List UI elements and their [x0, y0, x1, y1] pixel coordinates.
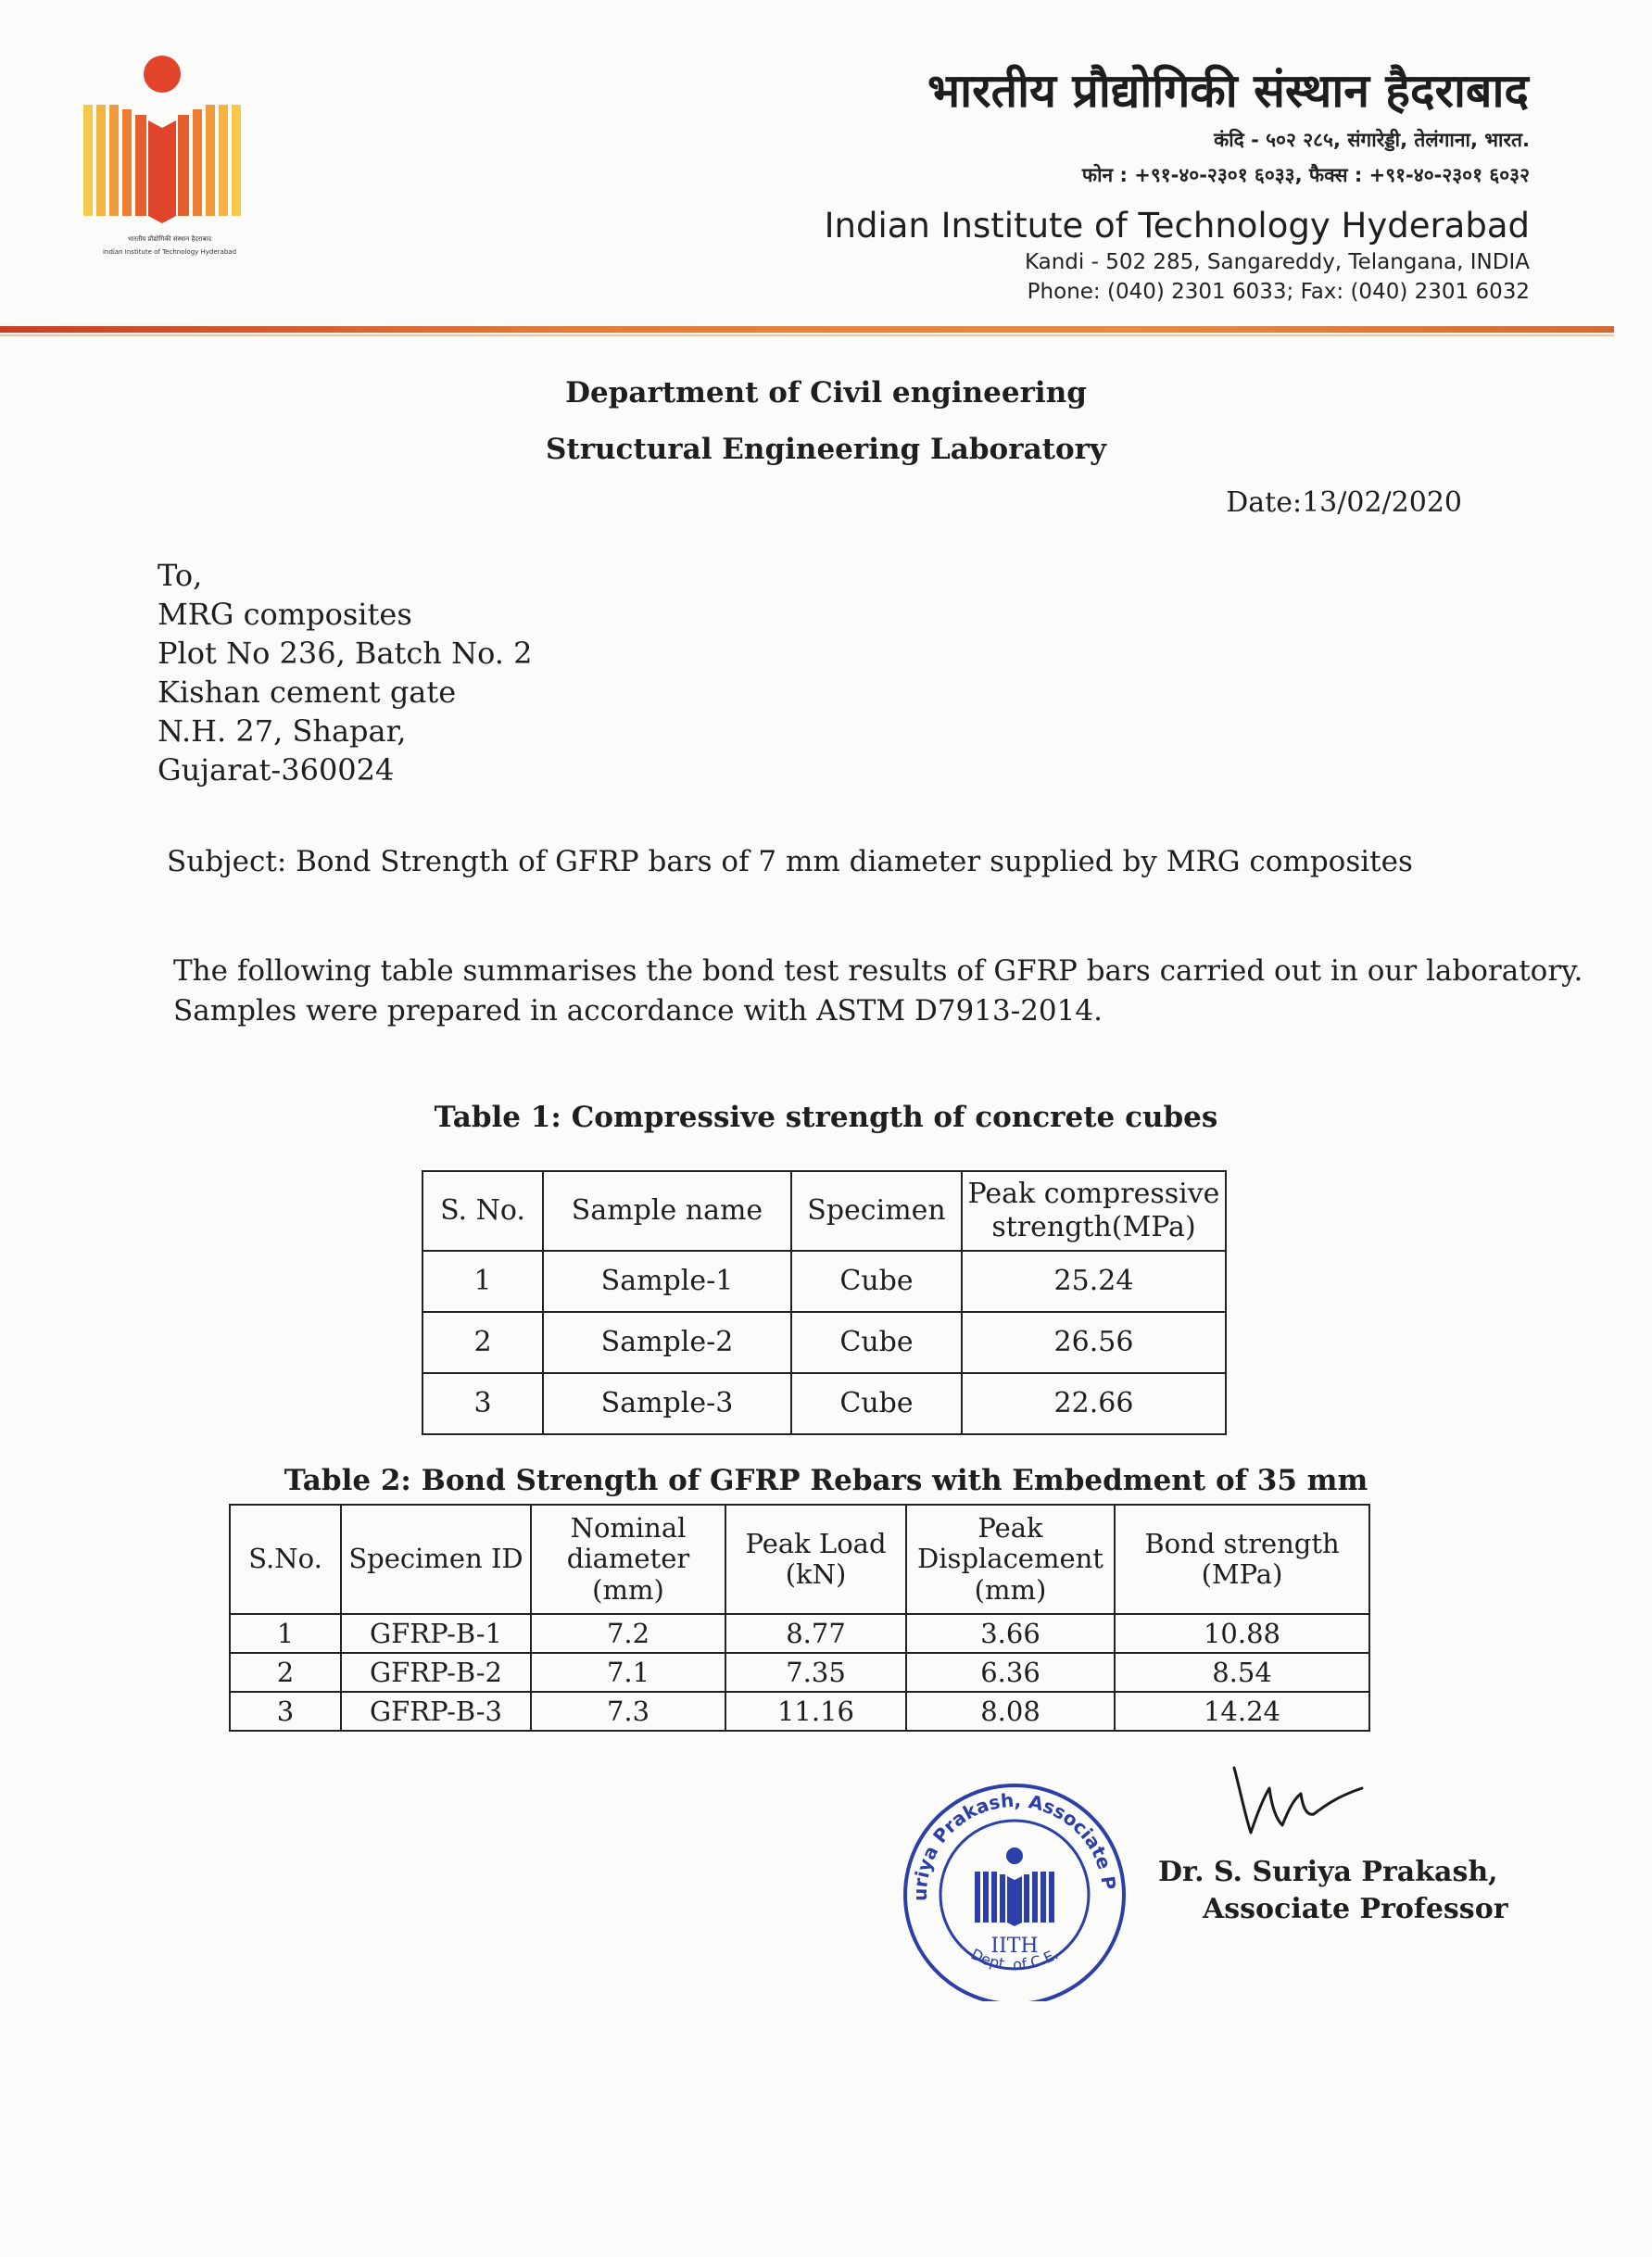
table-cell: 2 [230, 1653, 341, 1692]
header-divider [0, 326, 1614, 333]
letter-date: Date:13/02/2020 [1226, 486, 1462, 519]
table-cell: 26.56 [962, 1312, 1226, 1373]
column-header: Peak Load (kN) [725, 1505, 906, 1614]
table-row [422, 1312, 1226, 1373]
table-row [422, 1373, 1226, 1434]
table-cell: Sample-2 [543, 1312, 791, 1373]
table-cell: 3 [422, 1373, 543, 1434]
signatory-name: Dr. S. Suriya Prakash, [1158, 1856, 1498, 1888]
table-cell: 7.3 [531, 1692, 725, 1731]
svg-text:Dr. S. Suriya Prakash, Associa: uriya Prakash, Associate P [908, 1788, 1121, 1901]
table-cell: 3 [230, 1692, 341, 1731]
recipient-line: Kishan cement gate [158, 675, 457, 710]
column-header: Sample name [543, 1171, 791, 1251]
svg-text:IITH: IITH [990, 1935, 1039, 1958]
table-cell: Cube [791, 1312, 962, 1373]
recipient-line: N.H. 27, Shapar, [158, 713, 407, 749]
table-cell: 1 [422, 1251, 543, 1312]
column-header: Peak Displacement (mm) [906, 1505, 1115, 1614]
table1-caption: Table 1: Compressive strength of concrete cubes [434, 1101, 1218, 1134]
table-cell: 10.88 [1115, 1614, 1369, 1653]
table-row [230, 1614, 1369, 1653]
column-header: Specimen ID [341, 1505, 531, 1614]
table-cell: Sample-1 [543, 1251, 791, 1312]
institute-address-hindi: कंदि - ५०२ २८५, संगारेड्डी, तेलंगाना, भारत. [1214, 129, 1530, 151]
column-header: S. No. [422, 1171, 543, 1251]
lab-heading: Structural Engineering Laboratory [545, 433, 1106, 466]
official-stamp [899, 1784, 1130, 2001]
table-row [422, 1251, 1226, 1312]
column-header: Peak compressive strength(MPa) [962, 1171, 1226, 1251]
svg-text:Dept. of C.E.: Dept. of C.E. [967, 1945, 1062, 1973]
institute-name-english: Indian Institute of Technology Hyderabad [824, 206, 1530, 246]
table-cell: 11.16 [725, 1692, 906, 1731]
column-header: Nominal diameter (mm) [531, 1505, 725, 1614]
column-header: Specimen [791, 1171, 962, 1251]
intro-paragraph-line: Samples were prepared in accordance with ASTM D7913-2014. [173, 994, 1103, 1028]
institute-address-english: Kandi - 502 285, Sangareddy, Telangana, INDIA [1024, 250, 1530, 274]
table-cell: 14.24 [1115, 1692, 1369, 1731]
table-cell: Sample-3 [543, 1373, 791, 1434]
table-cell: 2 [422, 1312, 543, 1373]
table-cell: 8.77 [725, 1614, 906, 1653]
iith-logo-icon [63, 54, 276, 239]
institute-phone-hindi: फोन : +९१-४०-२३०१ ६०३३, फैक्स : +९१-४०-२३०१ ६०३२ [1081, 164, 1530, 186]
table-cell: 25.24 [962, 1251, 1226, 1312]
table-row [230, 1692, 1369, 1731]
signatory-title: Associate Professor [1203, 1893, 1508, 1925]
intro-paragraph-line: The following table summarises the bond test results of GFRP bars carried out in our laboratory. [173, 954, 1583, 988]
table-cell: 3.66 [906, 1614, 1115, 1653]
stamp-seal-icon [899, 1784, 1130, 2001]
table-header-row [230, 1505, 1369, 1614]
column-header: Bond strength (MPa) [1115, 1505, 1369, 1614]
table-cell: 1 [230, 1614, 341, 1653]
table-header-row [422, 1171, 1226, 1251]
recipient-line: To, [158, 558, 203, 593]
table-cell: Cube [791, 1373, 962, 1434]
table-cell: Cube [791, 1251, 962, 1312]
letter-subject: Subject: Bond Strength of GFRP bars of 7 mm diameter supplied by MRG composites [167, 845, 1413, 878]
table-cell: GFRP-B-1 [341, 1614, 531, 1653]
iith-logo [63, 54, 276, 276]
institute-name-hindi: भारतीय प्रौद्योगिकी संस्थान हैदराबाद [927, 64, 1529, 118]
table-cell: 22.66 [962, 1373, 1226, 1434]
column-header: S.No. [230, 1505, 341, 1614]
table-cell: 8.54 [1115, 1653, 1369, 1692]
recipient-line: Gujarat-360024 [158, 752, 395, 788]
institute-phone-english: Phone: (040) 2301 6033; Fax: (040) 2301 6032 [1027, 280, 1530, 304]
logo-caption-hindi: भारतीय प्रौद्योगिकी संस्थान हैदराबाद [127, 235, 212, 243]
table-cell: 8.08 [906, 1692, 1115, 1731]
table-cell: GFRP-B-2 [341, 1653, 531, 1692]
recipient-line: MRG composites [158, 597, 412, 632]
department-heading: Department of Civil engineering [565, 376, 1087, 410]
table-cell: 7.1 [531, 1653, 725, 1692]
table-cell: 7.2 [531, 1614, 725, 1653]
table-row [230, 1653, 1369, 1692]
compressive-strength-table [422, 1170, 1227, 1435]
handwritten-signature [1223, 1760, 1371, 1848]
logo-caption-english: Indian Institute of Technology Hyderabad [102, 248, 237, 256]
table-cell: 6.36 [906, 1653, 1115, 1692]
table-cell: 7.35 [725, 1653, 906, 1692]
bond-strength-table [229, 1504, 1370, 1732]
table-cell: GFRP-B-3 [341, 1692, 531, 1731]
table2-caption: Table 2: Bond Strength of GFRP Rebars with Embedment of 35 mm [284, 1464, 1368, 1497]
recipient-line: Plot No 236, Batch No. 2 [158, 636, 533, 671]
header-divider-shadow [0, 334, 1614, 336]
